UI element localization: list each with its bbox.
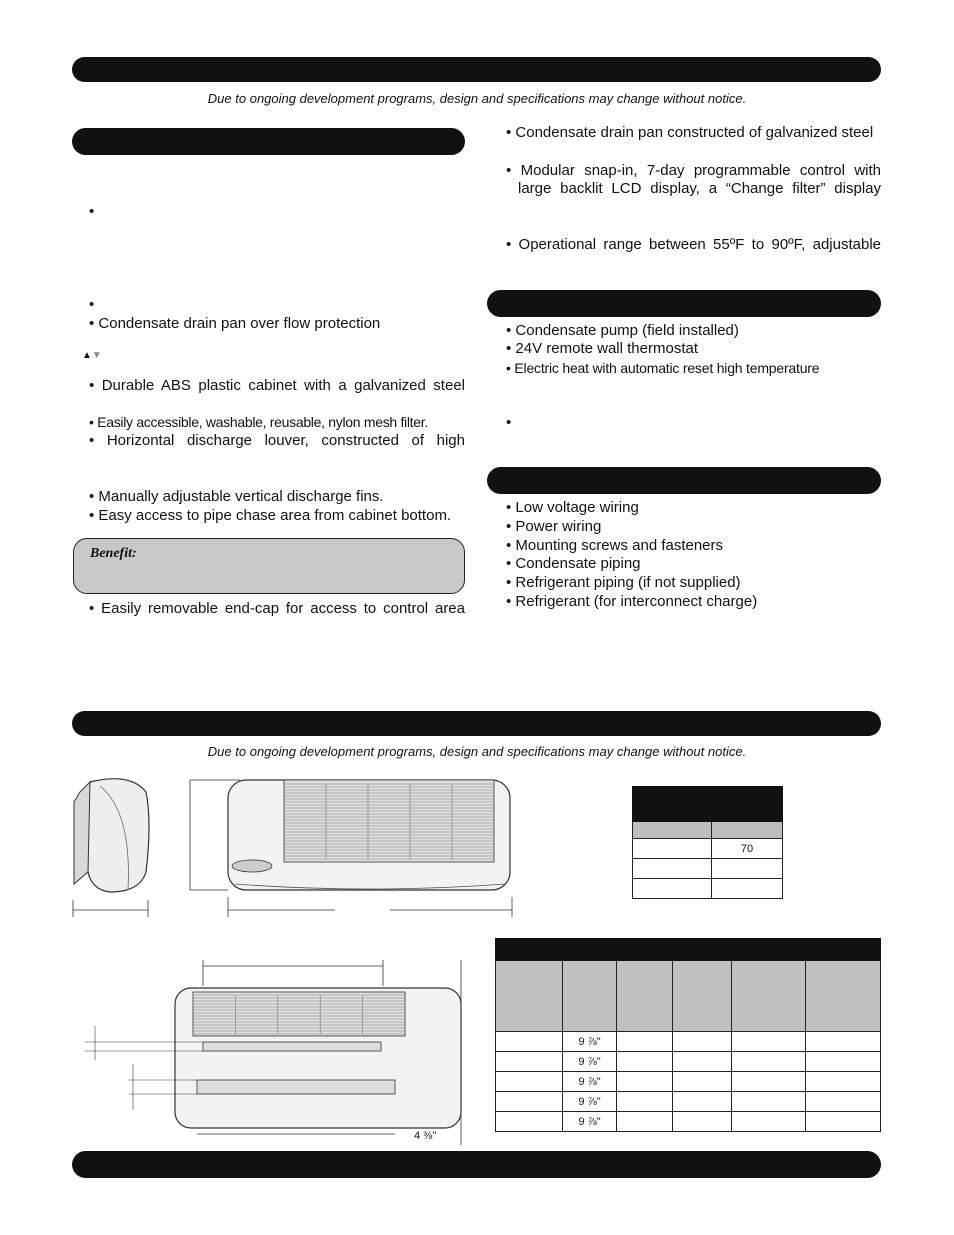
dim-cell xyxy=(496,1092,563,1112)
dim-cell xyxy=(806,1092,881,1112)
dimension-table-col-head xyxy=(496,961,563,1032)
small-table-subhead-1 xyxy=(633,822,712,839)
dim-cell xyxy=(673,1112,732,1132)
dim-cell-depth: 9 ⅞" xyxy=(563,1092,617,1112)
option-electric-heat: • Electric heat with automatic reset high temperature xyxy=(506,360,820,376)
dim-cell xyxy=(617,1072,673,1092)
field-screws: • Mounting screws and fasteners xyxy=(506,537,724,554)
dim-cell-depth: 9 ⅞" xyxy=(563,1072,617,1092)
dim-cell-depth: 9 ⅞" xyxy=(563,1112,617,1132)
dim-cell xyxy=(806,1032,881,1052)
dim-cell xyxy=(732,1072,806,1092)
bullet-empty-2: • xyxy=(89,296,95,313)
small-table-header xyxy=(633,787,783,822)
feature-filter: • Easily accessible, washable, reusable, nylon mesh filter. xyxy=(89,414,428,430)
small-table-cell-70: 70 xyxy=(712,839,783,859)
dim-cell xyxy=(806,1052,881,1072)
benefit-box xyxy=(73,538,465,594)
dimension-table xyxy=(495,938,881,1132)
notice-middle: Due to ongoing development programs, design and specifications may change without notice. xyxy=(207,744,747,759)
dimension-label-bottom-right: 4 ⅜" xyxy=(414,1130,437,1142)
section-bar-dimensions xyxy=(72,711,881,736)
dimension-table-col-head xyxy=(732,961,806,1032)
feature-louver: • Horizontal discharge louver, constructed of high xyxy=(89,432,465,449)
field-refrigerant-charge: • Refrigerant (for interconnect charge) xyxy=(506,593,758,610)
feature-control-line1: • Modular snap-in, 7-day programmable control with xyxy=(506,162,881,179)
feature-pipe-chase: • Easy access to pipe chase area from cabinet bottom. xyxy=(89,507,452,524)
dim-cell xyxy=(806,1072,881,1092)
feature-end-cap: • Easily removable end-cap for access to control area xyxy=(89,600,465,617)
back-view-drawing xyxy=(85,960,485,1145)
feature-drain-pan: • Condensate drain pan constructed of galvanized steel xyxy=(506,124,874,141)
dimension-table-col-head xyxy=(563,961,617,1032)
field-refrigerant-piping: • Refrigerant piping (if not supplied) xyxy=(506,574,741,591)
dim-cell-depth: 9 ⅞" xyxy=(563,1052,617,1072)
section-bar-top xyxy=(72,57,881,82)
dim-cell xyxy=(496,1052,563,1072)
small-table-cell xyxy=(633,839,712,859)
field-condensate-piping: • Condensate piping xyxy=(506,555,641,572)
small-table-cell xyxy=(633,859,712,879)
dim-cell xyxy=(673,1052,732,1072)
small-table-cell xyxy=(712,859,783,879)
dim-cell xyxy=(806,1112,881,1132)
dim-cell xyxy=(732,1052,806,1072)
option-thermostat: • 24V remote wall thermostat xyxy=(506,340,698,357)
dim-cell xyxy=(496,1032,563,1052)
dim-cell xyxy=(617,1092,673,1112)
side-view-drawing xyxy=(70,772,160,922)
triangle-icon: ▲▼ xyxy=(82,350,102,361)
feature-drain-overflow: • Condensate drain pan over flow protection xyxy=(89,315,381,332)
section-bar-options xyxy=(487,290,881,317)
front-view-drawing xyxy=(180,772,520,917)
benefit-label: Benefit: xyxy=(90,546,137,561)
dimension-table-col-head xyxy=(617,961,673,1032)
dim-cell xyxy=(732,1032,806,1052)
small-table-cell xyxy=(633,879,712,899)
dim-cell xyxy=(496,1072,563,1092)
field-low-voltage: • Low voltage wiring xyxy=(506,499,639,516)
small-table-cell xyxy=(712,879,783,899)
dim-cell xyxy=(617,1112,673,1132)
option-bullet-empty: • xyxy=(506,414,512,431)
dim-cell xyxy=(732,1092,806,1112)
section-bar-field-supplied xyxy=(487,467,881,494)
field-power-wiring: • Power wiring xyxy=(506,518,602,535)
dim-cell xyxy=(732,1112,806,1132)
small-spec-table xyxy=(632,786,783,899)
dimension-table-col-head xyxy=(673,961,732,1032)
dim-cell-depth: 9 ⅞" xyxy=(563,1032,617,1052)
feature-control-line2: large backlit LCD display, a “Change filter” display xyxy=(518,180,881,197)
dim-cell xyxy=(673,1092,732,1112)
dim-cell xyxy=(617,1052,673,1072)
small-table-subhead-2 xyxy=(712,822,783,839)
dimension-table-header xyxy=(496,939,881,961)
notice-top: Due to ongoing development programs, design and specifications may change without notice. xyxy=(207,91,747,106)
dim-cell xyxy=(617,1032,673,1052)
dim-cell xyxy=(496,1112,563,1132)
dimension-table-col-head xyxy=(806,961,881,1032)
section-bar-features xyxy=(72,128,465,155)
dim-cell xyxy=(673,1072,732,1092)
dim-cell xyxy=(673,1032,732,1052)
feature-fins: • Manually adjustable vertical discharge fins. xyxy=(89,488,384,505)
section-bar-bottom xyxy=(72,1151,881,1178)
bullet-empty-1: • xyxy=(89,203,95,220)
option-condensate-pump: • Condensate pump (field installed) xyxy=(506,322,739,339)
feature-range: • Operational range between 55ºF to 90ºF, adjustable xyxy=(506,236,881,253)
feature-cabinet: • Durable ABS plastic cabinet with a galvanized steel xyxy=(89,377,465,394)
